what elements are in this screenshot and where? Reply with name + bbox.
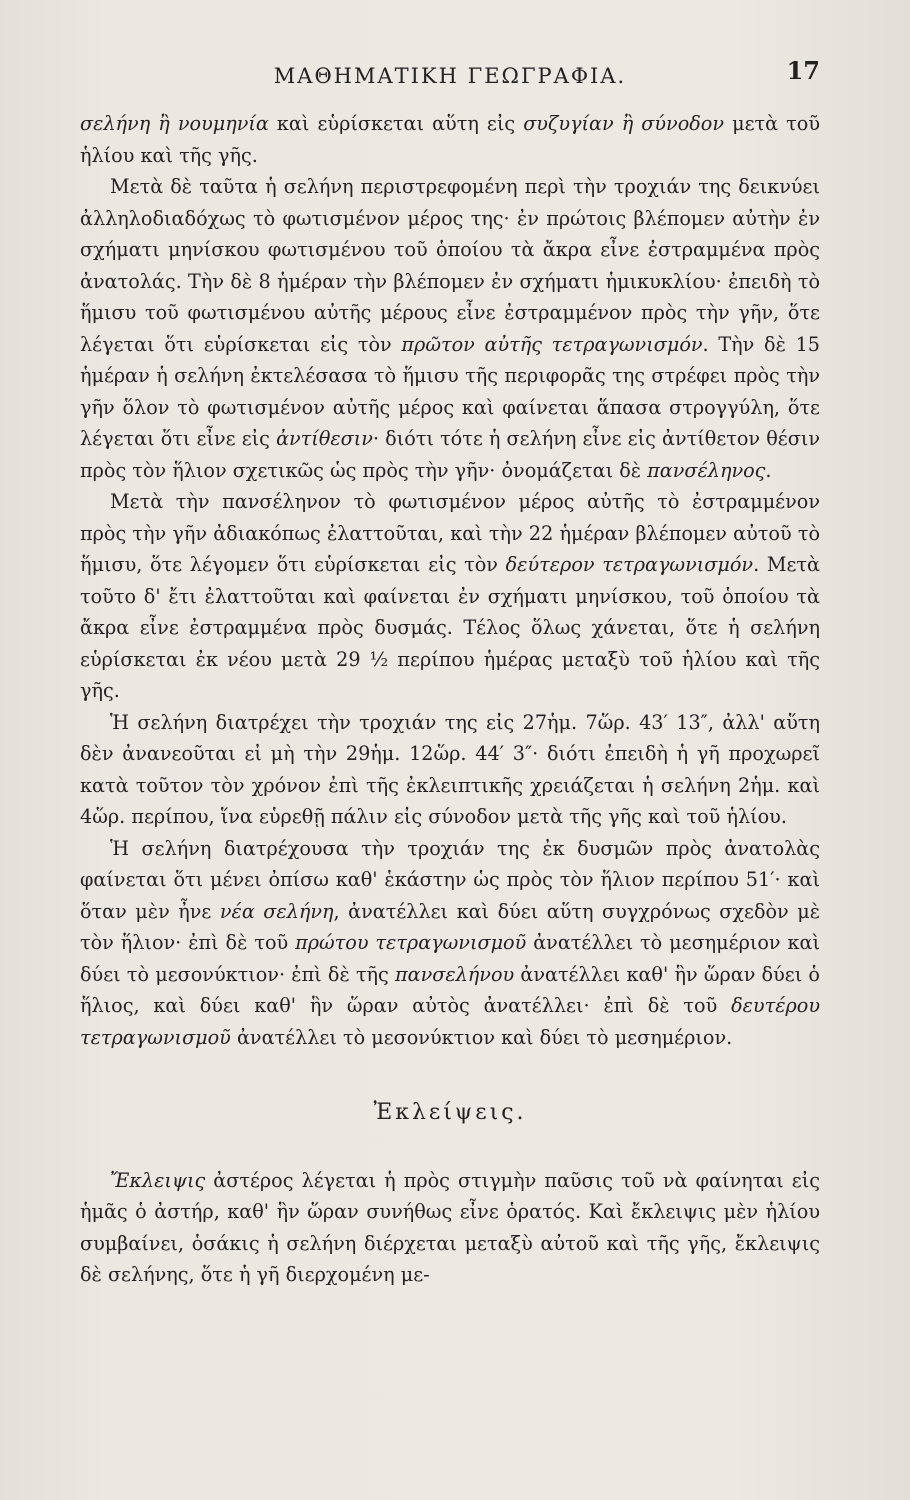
section-paragraph-list	[80, 1165, 820, 1291]
italic-term: πρῶτον αὐτῆς τετραγωνισμόν	[401, 332, 703, 356]
text-run: ἀνατέλλει τὸ μεσημέριον καὶ δύει τὸ μεσονύκτιον· ἐπὶ δὲ τῆς	[80, 931, 820, 986]
italic-term: δεύτερον τετραγωνισμόν	[505, 553, 754, 576]
text-run: . Τὴν δὲ 15 ἡμέραν ἡ σελήνη ἐκτελέσασα τὸ ἥμισυ τῆς περιφορᾶς της στρέφει πρὸς τὴν γῆν ὅλον τὸ φωτισμένον αὐτῆς μέρος καὶ φαίνεται ἅπασα στρογγύλη, ὅτε λέγεται ὅτι εἶνε εἰς	[80, 332, 820, 450]
text-run: . Μετὰ τοῦτο δ' ἔτι ἐλαττοῦται καὶ φαίνεται ἐν σχήματι μηνίσκου, τοῦ ὁποίου τὰ ἄκρα εἶνε ἐστραμμένα πρὸς δυσμάς. Τέλος ὅλως χάνεται, ὅτε ἡ σελήνη εὑρίσκεται ἐκ νέου μετὰ 29 ½ περίπου ἡμέρας μεταξὺ τοῦ ἡλίου καὶ τῆς γῆς.	[80, 553, 820, 702]
paragraph	[80, 486, 820, 707]
italic-term: σελήνη ἢ νουμηνία	[80, 112, 269, 135]
running-title: ΜΑΘΗΜΑΤΙΚΗ ΓΕΩΓΡΑΦΙΑ.	[273, 64, 627, 88]
text-run: .	[765, 458, 772, 482]
italic-term: Ἔκλειψις	[110, 1168, 206, 1192]
italic-term: πρώτου τετραγωνισμοῦ	[295, 931, 527, 954]
text-run: μετὰ τοῦ ἡλίου καὶ τῆς γῆς.	[80, 112, 820, 167]
italic-term: πανσέληνος	[647, 458, 766, 482]
text-run: ἀνατέλλει τὸ μεσονύκτιον καὶ δύει τὸ μεσημέριον.	[230, 1025, 733, 1049]
text-run: Μετὰ δὲ ταῦτα ἡ σελήνη περιστρεφομένη περὶ τὴν τροχιάν της δεικνύει ἀλληλοδιαδόχως τὸ φωτισμένον μέρος της· ἐν πρώτοις βλέπομεν αὐτὴν ἐν σχήματι μηνίσκου φωτισμένου τοῦ ὁποίου τὰ ἄκρα εἶνε ἐστραμμένα πρὸς ἀνατολάς. Τὴν δὲ 8 ἡμέραν τὴν βλέπομεν ἐν σχήματι ἡμικυκλίου· ἐπειδὴ τὸ ἥμισυ τοῦ φωτισμένου αὐτῆς μέρους εἶνε ἐστραμμένον πρὸς τὴν γῆν, ὅτε λέγεται ὅτι εὑρίσκεται εἰς τὸν	[80, 175, 820, 356]
body-text	[80, 108, 820, 1291]
text-run: Ἡ σελήνη διατρέχουσα τὴν τροχιάν της ἐκ δυσμῶν πρὸς ἀνατολὰς φαίνεται ὅτι μένει ὀπίσω καθ' ἑκάστην ὡς πρὸς τὸν ἥλιον περίπου 51′· καὶ ὅταν μὲν ἦνε	[80, 836, 820, 923]
italic-term: πανσελήνου	[395, 962, 515, 986]
italic-term: δευτέρου τετραγωνισμοῦ	[80, 994, 820, 1049]
page-number: 17	[786, 56, 820, 85]
italic-term: νέα σελήνη	[219, 899, 334, 923]
italic-term: συζυγίαν ἢ σύνοδον	[523, 112, 725, 135]
paragraph	[80, 171, 820, 486]
paragraph	[80, 833, 820, 1054]
paragraph-list	[80, 108, 820, 1053]
italic-term: ἀντίθεσιν	[276, 427, 373, 450]
page-header	[80, 56, 820, 96]
section-heading: Ἐκλείψεις.	[373, 1100, 527, 1125]
text-run: , ἀνατέλλει καὶ δύει αὕτη συγχρόνως σχεδὸν μὲ τὸν ἥλιον· ἐπὶ δὲ τοῦ	[80, 899, 820, 954]
text-run: ἀνατέλλει καθ' ἣν ὥραν δύει ὁ ἥλιος, καὶ δύει καθ' ἣν ὥραν αὐτὸς ἀνατέλλει· ἐπὶ δὲ τοῦ	[80, 962, 820, 1017]
text-run: Ἡ σελήνη διατρέχει τὴν τροχιάν της εἰς 27ἡμ. 7ὥρ. 43′ 13″, ἀλλ' αὕτη δὲν ἀνανεοῦται εἰ μὴ τὴν 29ἡμ. 12ὥρ. 44′ 3″· διότι ἐπειδὴ ἡ γῆ προχωρεῖ κατὰ τοῦτον τὸν χρόνον ἐπὶ τῆς ἐκλειπτικῆς χρειάζεται ἡ σελήνη 2ἡμ. καὶ 4ὥρ. περίπου, ἵνα εὑρεθῇ πάλιν εἰς σύνοδον μετὰ τῆς γῆς καὶ τοῦ ἡλίου.	[80, 710, 820, 828]
paragraph	[80, 707, 820, 833]
text-run: · διότι τότε ἡ σελήνη εἶνε εἰς ἀντίθετον θέσιν πρὸς τὸν ἥλιον σχετικῶς ὡς πρὸς τὴν γῆν· ὀνομάζεται δὲ	[80, 427, 820, 482]
text-run: ἀστέρος λέγεται ἡ πρὸς στιγμὴν παῦσις τοῦ νὰ φαίνηται εἰς ἡμᾶς ὁ ἀστήρ, καθ' ἣν ὥραν συνήθως εἶνε ὁρατός. Καὶ ἔκλειψις μὲν ἡλίου συμβαίνει, ὁσάκις ἡ σελήνη διέρχεται μεταξὺ αὐτοῦ καὶ τῆς γῆς, ἔκλειψις δὲ σελήνης, ὅτε ἡ γῆ διερχομένη με-	[80, 1168, 820, 1286]
text-run: Μετὰ τὴν πανσέληνον τὸ φωτισμένον μέρος αὐτῆς τὸ ἐστραμμένον πρὸς τὴν γῆν ἀδιακόπως ἐλαττοῦται, καὶ τὴν 22 ἡμέραν βλέπομεν αὐτοῦ τὸ ἥμισυ, ὅτε λέγομεν ὅτι εὑρίσκεται εἰς τὸν	[80, 490, 820, 576]
text-run: καὶ εὑρίσκεται αὕτη εἰς	[268, 112, 524, 135]
paragraph	[80, 1165, 820, 1291]
paragraph	[80, 108, 820, 171]
